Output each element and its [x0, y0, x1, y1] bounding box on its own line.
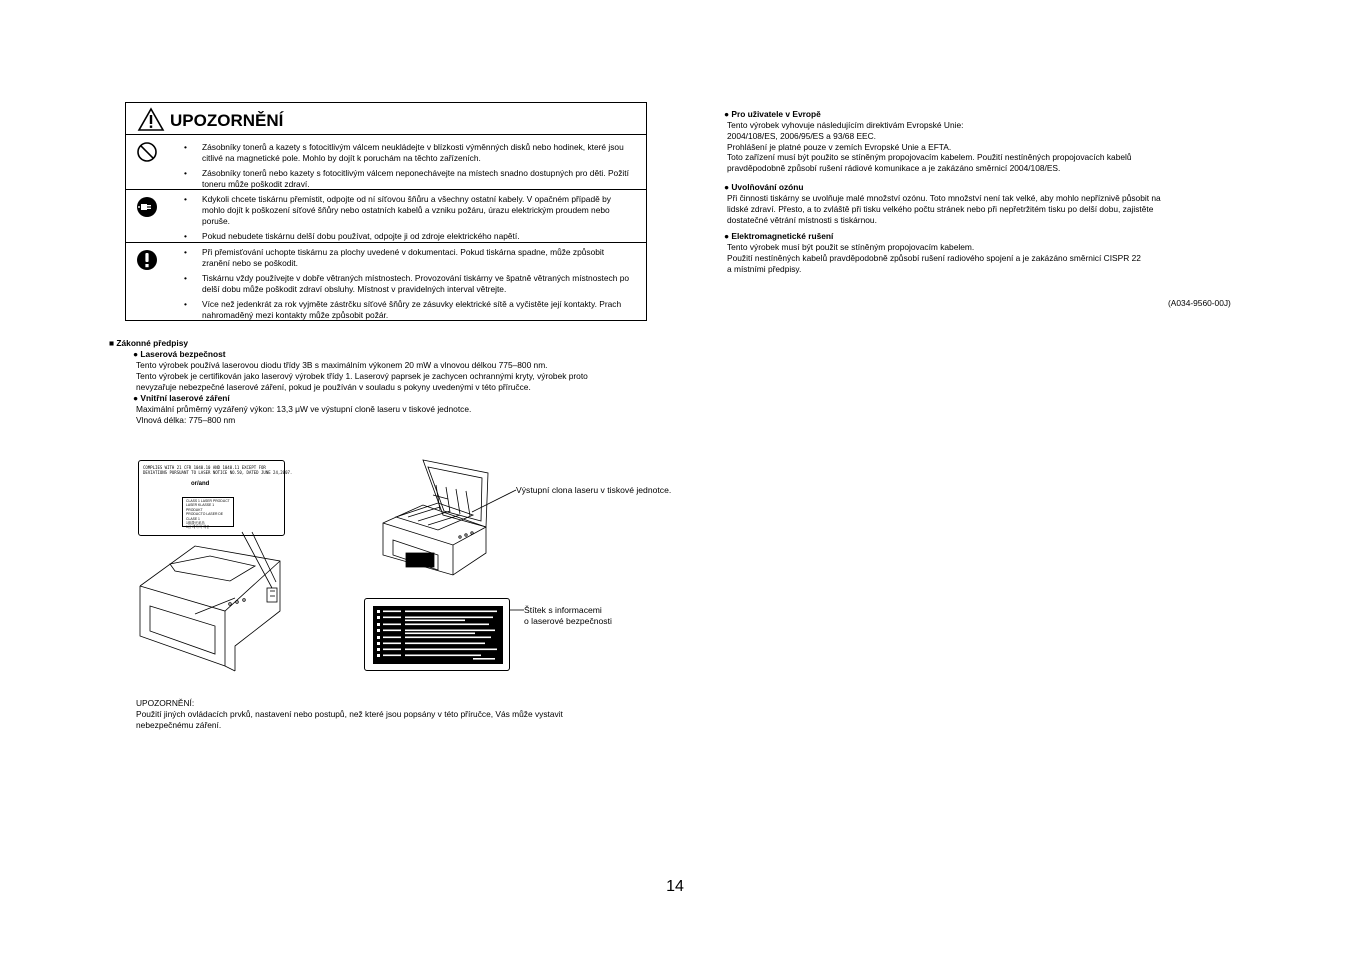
text-line: Tento výrobek vyhovuje následujícím direktivám Evropské Unie: — [727, 120, 964, 130]
text-line: a místními předpisy. — [727, 263, 802, 274]
warning-box — [125, 102, 647, 321]
caution-title: UPOZORNĚNÍ: — [136, 698, 195, 708]
text-line: Použití nestíněných kabelů pravděpodobně způsobí rušení radiového spojení a je zakázáno směrnicí CISPR 22 — [727, 252, 1141, 263]
ozone-text — [727, 193, 1247, 225]
laser-safety-title: ● Laserová bezpečnost — [133, 349, 226, 359]
label-callout-line1: Štítek s informacemi — [524, 605, 602, 615]
legal-heading: ■ Zákonné předpisy — [109, 338, 189, 348]
bullet: • — [184, 273, 187, 283]
certification-text: COMPLIES WITH 21 CFR 1040.10 AND 1040.11 EXCEPT FOR DEVIATIONS PURSUANT TO LASER NOTICE NO.50, DATED JUNE 24,2007. — [143, 465, 293, 475]
bullet: • — [184, 299, 187, 309]
page-number: 14 — [666, 878, 684, 895]
exclamation-icon — [136, 249, 158, 271]
warning-group-handling — [126, 243, 646, 321]
warning-title: UPOZORNĚNÍ — [170, 111, 284, 130]
document-code: (A034-9560-00J) — [1168, 298, 1231, 308]
class1-label: CLASS 1 LASER PRODUCT LASER KLASSE 1 PRODUKT PRODUCTO LASER DE CLASE 1 1級激光產品 1급 레이저 제품 — [182, 497, 234, 527]
caution-note — [136, 698, 676, 730]
bullet: • — [184, 194, 187, 204]
laser-safety-label-box — [364, 598, 510, 671]
aperture-callout: Výstupní clona laseru v tiskové jednotce. — [516, 485, 672, 495]
text-line: Vlnová délka: 775–800 nm — [136, 414, 236, 425]
text-line: pravděpodobně způsobí rušení rádiové komunikace a je zakázáno směrnicí 2004/108/ES. — [727, 163, 1061, 174]
label-callout — [524, 605, 612, 627]
laser-label-certification — [138, 460, 293, 536]
text-line: nevyzařuje nebezpečné laserové záření, pokud je používán v souladu s pokyny uvedenými v této příručce. — [136, 381, 531, 392]
text-line: nebezpečnému záření. — [136, 719, 222, 730]
warning-group-unplug — [126, 190, 646, 243]
warning-header — [126, 103, 646, 135]
prohibition-icon — [136, 141, 158, 163]
text-line: Maximální průměrný vyzářený výkon: 13,3 μW ve výstupní cloně laseru v tiskové jednotce. — [136, 404, 472, 414]
or-and-text: or/and — [191, 481, 210, 487]
bullet: • — [184, 247, 187, 257]
aperture-pointer-line — [470, 486, 518, 516]
warning-item: Kdykoli chcete tiskárnu přemístit, odpojte od ní síťovou šňůru a všechny ostatní kabely. V opačném případě by mohlo dojít k poškození síťové šňůry nebo ostatních kabelů a vzniku požáru, úrazu elektrickým proudem nebo poruše. — [202, 194, 611, 226]
label-callout-line2: o laserové bezpečnosti — [524, 616, 612, 626]
warning-item: Tiskárnu vždy používejte v dobře větraných místnostech. Provozování tiskárny ve špatně větraných místnostech po delší dobu může poškodit zdraví obsluhy. Místnost v pravidelných interval větrejte. — [202, 273, 630, 294]
text-line: lidské zdraví. Přesto, a to zvláště při tisku velkého počtu stránek nebo při nepřetržitém tisku po delší dobu, zajistěte — [727, 203, 1154, 214]
bullet: • — [184, 142, 187, 152]
text-line: Při činnosti tiskárny se uvolňuje malé množství ozónu. Toto množství není tak velké, aby mohlo nepříznivě působit na — [727, 193, 1161, 203]
warning-item: Více než jedenkrát za rok vyjměte zástrčku síťové šňůry ze zásuvky elektrické sítě a vyčistěte její kontakty. Prach nahromaděný mezi kontakty může způsobit požár. — [202, 299, 622, 320]
internal-laser-text — [136, 404, 696, 426]
warning-item: Při přemisťování uchopte tiskárnu za plochy uvedené v dokumentaci. Pokud tiskárna spadne, může způsobit zranění nebo se poškodit. — [202, 247, 605, 268]
warning-item: Zásobníky tonerů a kazety s fotocitlivým válcem neukládejte v blízkosti výměnných disků nebo hodinek, které jsou citlivé na magnetické pole. Mohlo by dojít k poruchám na těchto zařízeních. — [202, 142, 624, 163]
europe-title: ● Pro uživatele v Evropě — [724, 109, 821, 119]
laser-safety-label-panel — [373, 606, 503, 664]
text-line: Tento výrobek používá laserovou diodu třídy 3B s maximálním výkonem 20 mW a vlnovou délkou 775–800 nm. — [136, 360, 548, 370]
unplug-icon — [136, 196, 158, 218]
text-line: Použití jiných ovládacích prvků, nastavení nebo postupů, než které jsou popsány v této příručce, Vás může vystavit — [136, 708, 563, 719]
label-pointer-lines — [240, 530, 280, 592]
warning-group-storage — [126, 135, 646, 190]
text-line: Prohlášení je platné pouze v zemích Evropské Unie a EFTA. — [727, 141, 952, 152]
emi-text — [727, 242, 1247, 274]
bullet: • — [184, 231, 187, 241]
text-line: Tento výrobek je certifikován jako laserový výrobek třídy 1. Laserový paprsek je zachycen ochrannými kryty, výrobek proto — [136, 370, 588, 381]
warning-item: Pokud nebudete tiskárnu delší dobu používat, odpojte ji od zdroje elektrického napětí. — [202, 231, 520, 241]
bullet: • — [184, 168, 187, 178]
warning-triangle-icon — [138, 108, 164, 131]
printer-open-illustration — [378, 455, 496, 580]
warning-item: Zásobníky tonerů nebo kazety s fotocitlivým válcem neponechávejte na místech snadno dostupných pro děti. Požití toneru může poškodit zdraví. — [202, 168, 629, 189]
ozone-title: ● Uvolňování ozónu — [724, 182, 804, 192]
internal-laser-title: ● Vnitřní laserové záření — [133, 393, 230, 403]
emi-title: ● Elektromagnetické rušení — [724, 231, 834, 241]
text-line: Toto zařízení musí být použito se stíněným propojovacím kabelem. Použití nestíněných propojovacích kabelů — [727, 152, 1132, 163]
europe-text — [727, 120, 1247, 174]
text-line: Tento výrobek musí být použit se stíněným propojovacím kabelem. — [727, 242, 975, 252]
text-line: dostatečné větrání místnosti s tiskárnou. — [727, 214, 877, 225]
text-line: 2004/108/ES, 2006/95/ES a 93/68 EEC. — [727, 130, 876, 141]
laser-safety-text — [136, 360, 696, 392]
label-text-lines — [373, 606, 503, 664]
